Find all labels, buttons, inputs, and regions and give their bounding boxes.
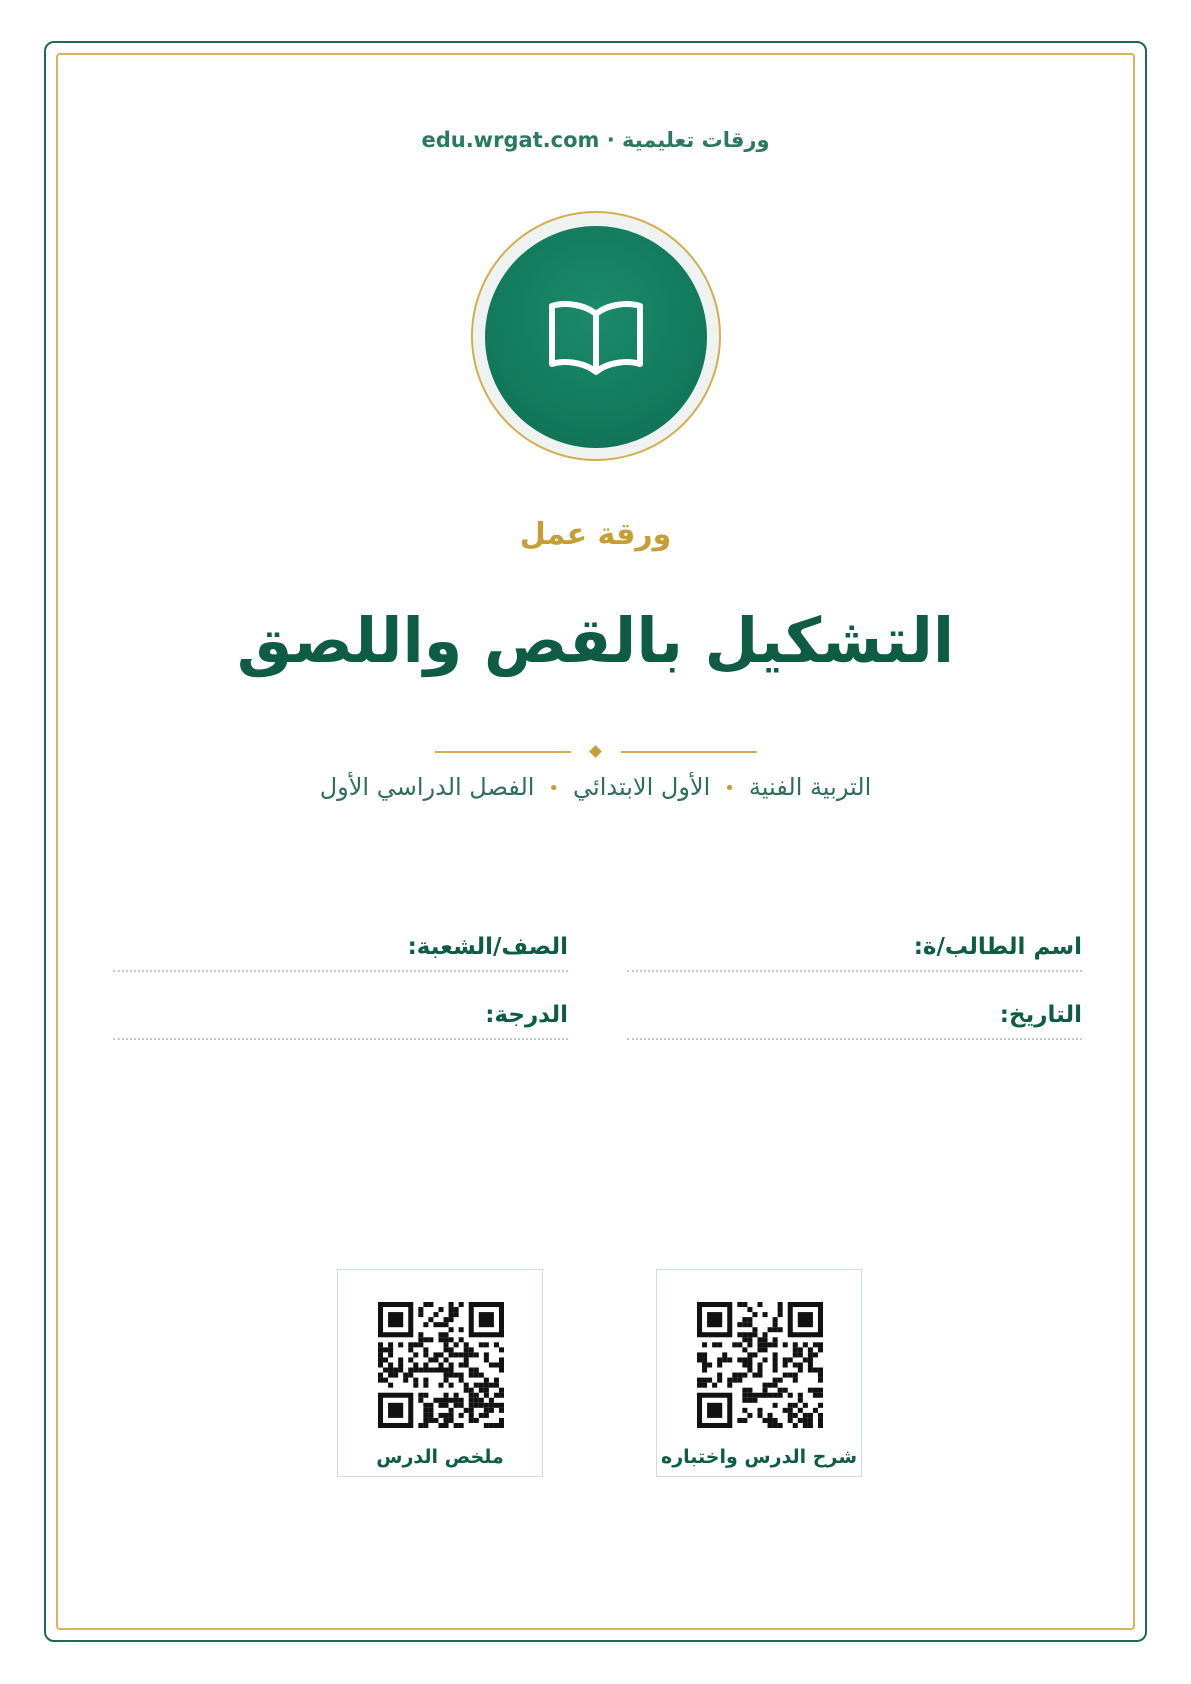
qr-card-lesson-summary[interactable] [337,1269,543,1477]
qr-caption: ملخص الدرس [376,1446,504,1468]
student-name-field[interactable] [627,934,1082,972]
qr-code-icon [378,1302,504,1428]
site-header [0,128,1191,152]
qr-code-icon [697,1302,823,1428]
class-section-field[interactable] [113,934,568,972]
qr-card-lesson-explanation[interactable] [656,1269,862,1477]
emblem [485,226,707,448]
class-section-label: الصف/الشعبة: [407,934,568,960]
meta-dot: • [548,777,560,799]
site-separator: · [606,128,615,152]
divider-line-left [435,751,571,753]
page-title: التشكيل بالقص واللصق [236,604,955,677]
meta-term: الفصل الدراسي الأول [319,773,535,801]
grade-label: الدرجة: [485,1002,568,1028]
subject-meta [0,773,1191,801]
divider-line-right [621,751,757,753]
open-book-icon [544,298,648,378]
meta-dot: • [724,777,735,799]
diamond-icon [589,745,602,758]
qr-caption: شرح الدرس واختباره [660,1446,858,1468]
meta-grade-level: الأول الابتدائي [573,773,711,801]
site-label: ورقات تعليمية [622,128,770,152]
meta-subject: التربية الفنية [748,773,872,801]
date-label: التاريخ: [999,1002,1082,1028]
ornament-divider [0,745,1191,759]
student-name-label: اسم الطالب/ة: [913,934,1082,960]
grade-field[interactable] [113,1002,568,1040]
site-domain: edu.wrgat.com [421,128,600,152]
date-field[interactable] [627,1002,1082,1040]
worksheet-kicker: ورقة عمل [519,517,672,552]
